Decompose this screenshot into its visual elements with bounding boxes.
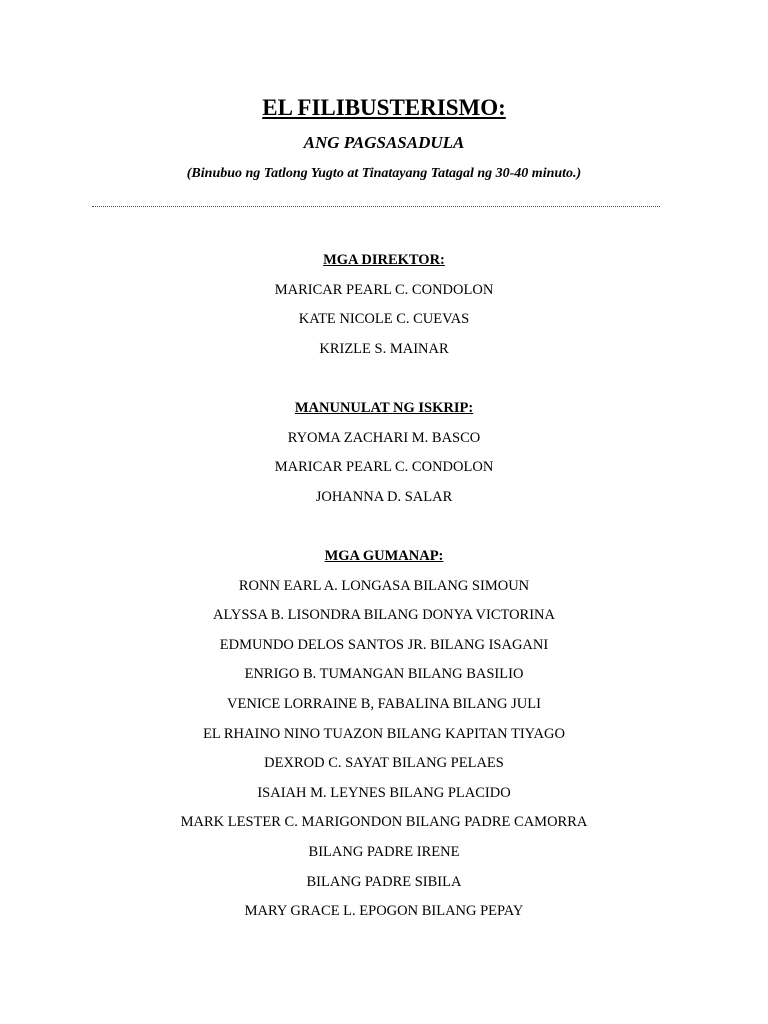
list-item: BILANG PADRE IRENE xyxy=(308,843,460,860)
cast-section xyxy=(0,542,768,927)
directors-heading: MGA DIREKTOR: xyxy=(323,252,445,268)
list-item: MARICAR PEARL C. CONDOLON xyxy=(274,281,494,298)
list-item: BILANG PADRE SIBILA xyxy=(306,873,462,890)
list-item: ENRIGO B. TUMANGAN BILANG BASILIO xyxy=(244,666,524,683)
list-item: MARY GRACE L. EPOGON BILANG PEPAY xyxy=(244,903,524,920)
cast-list xyxy=(0,572,768,927)
list-item: JOHANNA D. SALAR xyxy=(315,488,453,505)
directors-section xyxy=(0,246,768,364)
writers-heading: MANUNULAT NG ISKRIP: xyxy=(294,400,474,416)
list-item: MARICAR PEARL C. CONDOLON xyxy=(274,459,494,476)
list-item: EDMUNDO DELOS SANTOS JR. BILANG ISAGANI xyxy=(219,636,549,653)
cast-heading: MGA GUMANAP: xyxy=(324,548,444,564)
list-item: RONN EARL A. LONGASA BILANG SIMOUN xyxy=(238,577,530,594)
list-item: RYOMA ZACHARI M. BASCO xyxy=(287,429,481,446)
writers-section xyxy=(0,394,768,512)
list-item: KATE NICOLE C. CUEVAS xyxy=(298,311,470,328)
list-item: DEXROD C. SAYAT BILANG PELAES xyxy=(264,755,504,772)
document-subtitle: ANG PAGSASADULA xyxy=(303,133,465,152)
document-note: (Binubuo ng Tatlong Yugto at Tinatayang Tatagal ng 30-40 minuto.) xyxy=(186,166,582,181)
writers-list xyxy=(0,424,768,513)
list-item: EL RHAINO NINO TUAZON BILANG KAPITAN TIYAGO xyxy=(203,725,565,742)
list-item: ISAIAH M. LEYNES BILANG PLACIDO xyxy=(257,784,511,801)
list-item: ALYSSA B. LISONDRA BILANG DONYA VICTORINA xyxy=(212,607,556,624)
directors-list xyxy=(0,276,768,365)
document-title: EL FILIBUSTERISMO: xyxy=(262,95,506,120)
list-item: MARK LESTER C. MARIGONDON BILANG PADRE CAMORRA xyxy=(180,814,588,831)
list-item: KRIZLE S. MAINAR xyxy=(319,340,449,357)
list-item: VENICE LORRAINE B, FABALINA BILANG JULI xyxy=(227,695,541,712)
dotted-divider xyxy=(92,206,660,207)
